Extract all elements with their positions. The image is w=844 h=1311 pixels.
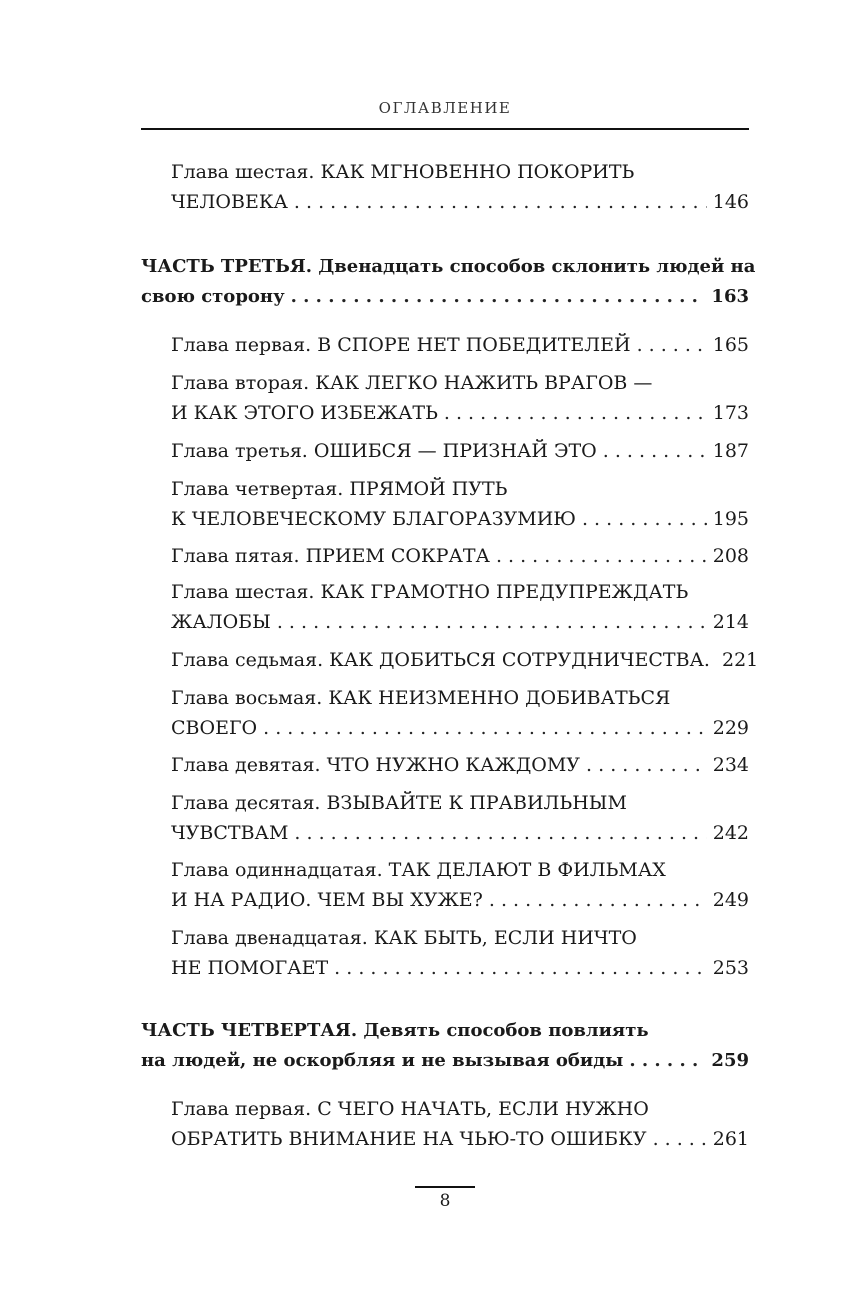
toc-page-number: 229 (712, 717, 749, 739)
toc-entry-title: Глава первая. С ЧЕГО НАЧАТЬ, ЕСЛИ НУЖНО (171, 1098, 649, 1120)
dot-leader (603, 436, 707, 466)
toc-entry-title: Глава третья. ОШИБСЯ — ПРИЗНАЙ ЭТО (171, 440, 597, 462)
toc-page-number: 165 (712, 334, 749, 356)
toc-chapter-entry (171, 855, 749, 915)
toc-entry-line (171, 187, 749, 217)
dot-leader (629, 1046, 701, 1076)
toc-page-number: 253 (712, 957, 749, 979)
toc-entry-line (141, 1046, 749, 1076)
toc-chapter-entry (171, 923, 749, 983)
toc-chapter-entry (171, 645, 759, 675)
toc-page-number: 234 (712, 754, 749, 776)
toc-entry-title: Глава шестая. КАК ГРАМОТНО ПРЕДУПРЕЖДАТЬ (171, 581, 689, 603)
toc-entry-line (171, 577, 749, 607)
dot-leader (291, 282, 702, 312)
toc-entry-line (171, 788, 749, 818)
dot-leader (334, 953, 707, 983)
toc-entry-title: Глава одиннадцатая. ТАК ДЕЛАЮТ В ФИЛЬМАХ (171, 859, 666, 881)
toc-chapter-entry (171, 577, 749, 637)
toc-entry-title: Глава первая. В СПОРЕ НЕТ ПОБЕДИТЕЛЕЙ (171, 334, 631, 356)
toc-entry-line (141, 1016, 749, 1046)
toc-entry-line (171, 398, 749, 428)
toc-entry-line (171, 923, 749, 953)
toc-entry-title: СВОЕГО (171, 717, 258, 739)
toc-entry-line (171, 953, 749, 983)
toc-entry-line (171, 436, 749, 466)
toc-entry-line (171, 855, 749, 885)
dot-leader (653, 1124, 707, 1154)
toc-entry-title: ЧЕЛОВЕКА (171, 191, 288, 213)
toc-entry-line (171, 541, 749, 571)
toc-chapter-entry (171, 788, 749, 848)
dot-leader (263, 713, 707, 743)
toc-entry-title: Глава вторая. КАК ЛЕГКО НАЖИТЬ ВРАГОВ — (171, 372, 653, 394)
toc-page-number: 221 (721, 649, 759, 671)
toc-entry-line (171, 1094, 749, 1124)
toc-entry-title: И КАК ЭТОГО ИЗБЕЖАТЬ (171, 402, 438, 424)
toc-entry-title: свою сторону (141, 286, 285, 307)
toc-page-number: 146 (712, 191, 749, 213)
toc-entry-title: Глава шестая. КАК МГНОВЕННО ПОКОРИТЬ (171, 161, 635, 183)
dot-leader (489, 885, 707, 915)
toc-entry-title: ЧАСТЬ ЧЕТВЕРТАЯ. Девять способов повлиять (141, 1020, 649, 1041)
toc-entry-line (171, 713, 749, 743)
toc-entry-title: на людей, не оскорбляя и не вызывая обиды (141, 1050, 624, 1071)
dot-leader (294, 187, 707, 217)
toc-chapter-entry (171, 436, 749, 466)
toc-part-entry (141, 1016, 749, 1076)
dot-leader (294, 818, 706, 848)
toc-entry-title: Глава седьмая. КАК ДОБИТЬСЯ СОТРУДНИЧЕСТВА. (171, 649, 710, 671)
toc-chapter-entry (171, 750, 749, 780)
toc-entry-line (171, 607, 749, 637)
toc-chapter-entry (171, 330, 749, 360)
running-header: ОГЛАВЛЕНИЕ (378, 99, 512, 117)
footer-rule (415, 1186, 475, 1188)
toc-entry-line (171, 885, 749, 915)
toc-entry-line (171, 474, 749, 504)
toc-entry-title: И НА РАДИО. ЧЕМ ВЫ ХУЖЕ? (171, 889, 483, 911)
toc-entry-title: Глава восьмая. КАК НЕИЗМЕННО ДОБИВАТЬСЯ (171, 687, 671, 709)
toc-page-number: 259 (711, 1050, 749, 1071)
dot-leader (277, 607, 707, 637)
toc-page-number: 249 (712, 889, 749, 911)
toc-entry-title: ОБРАТИТЬ ВНИМАНИЕ НА ЧЬЮ-ТО ОШИБКУ (171, 1128, 647, 1150)
toc-entry-title: ЧУВСТВАМ (171, 822, 289, 844)
toc-entry-title: ЧАСТЬ ТРЕТЬЯ. Двенадцать способов склонить людей на (141, 256, 756, 277)
toc-chapter-entry (171, 683, 749, 743)
toc-entry-title: Глава двенадцатая. КАК БЫТЬ, ЕСЛИ НИЧТО (171, 927, 637, 949)
toc-entry-line (141, 282, 749, 312)
toc-part-entry (141, 252, 756, 312)
toc-entry-title: К ЧЕЛОВЕЧЕСКОМУ БЛАГОРАЗУМИЮ (171, 508, 576, 530)
toc-page-number: 214 (712, 611, 749, 633)
toc-chapter-entry (171, 1094, 749, 1154)
toc-entry-line (171, 368, 749, 398)
page-number: 8 (439, 1191, 451, 1211)
toc-entry-line (171, 683, 749, 713)
toc-entry-line (141, 252, 756, 282)
toc-chapter-entry (171, 474, 749, 534)
toc-page-number: 163 (711, 286, 749, 307)
toc-entry-line (171, 750, 749, 780)
dot-leader (496, 541, 707, 571)
toc-entry-line (171, 1124, 749, 1154)
toc-page-number: 208 (712, 545, 749, 567)
dot-leader (582, 504, 707, 534)
toc-entry-title: НЕ ПОМОГАЕТ (171, 957, 329, 979)
toc-chapter-entry (171, 157, 749, 217)
toc-entry-line (171, 157, 749, 187)
toc-entry-line (171, 504, 749, 534)
dot-leader (444, 398, 707, 428)
toc-chapter-entry (171, 541, 749, 571)
toc-page-number: 195 (712, 508, 749, 530)
toc-page-number: 187 (712, 440, 749, 462)
dot-leader (637, 330, 707, 360)
toc-page-number: 242 (712, 822, 749, 844)
toc-entry-line (171, 330, 749, 360)
toc-entry-line (171, 818, 749, 848)
toc-entry-title: Глава десятая. ВЗЫВАЙТЕ К ПРАВИЛЬНЫМ (171, 792, 627, 814)
toc-chapter-entry (171, 368, 749, 428)
toc-page-number: 261 (712, 1128, 749, 1150)
toc-entry-line (171, 645, 759, 675)
toc-entry-title: ЖАЛОБЫ (171, 611, 271, 633)
toc-entry-title: Глава четвертая. ПРЯМОЙ ПУТЬ (171, 478, 508, 500)
dot-leader (586, 750, 707, 780)
toc-entry-title: Глава пятая. ПРИЕМ СОКРАТА (171, 545, 490, 567)
header-rule (141, 128, 749, 130)
toc-page-number: 173 (712, 402, 749, 424)
toc-entry-title: Глава девятая. ЧТО НУЖНО КАЖДОМУ (171, 754, 581, 776)
